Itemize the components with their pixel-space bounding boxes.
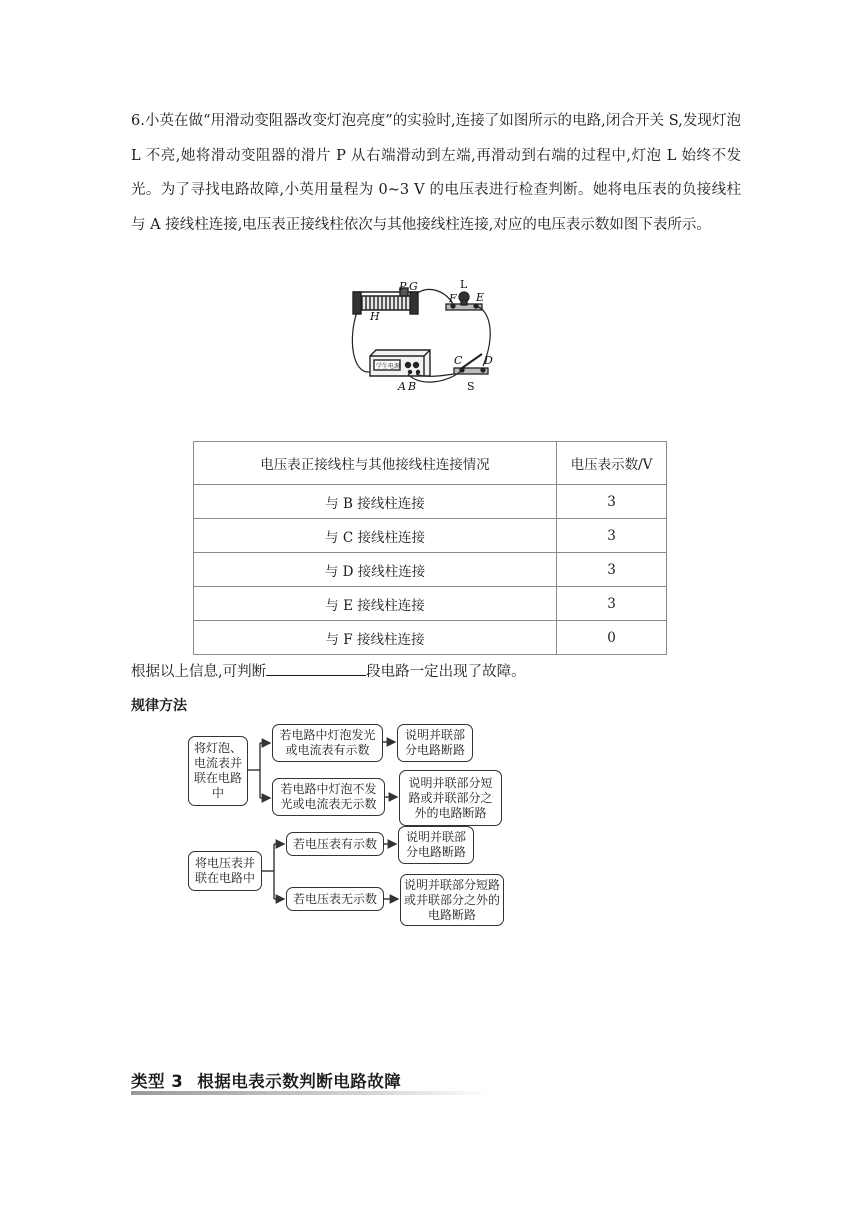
label-F: F <box>449 292 457 305</box>
table-row <box>194 519 667 553</box>
label-P: P <box>399 280 407 293</box>
table-row <box>194 587 667 621</box>
label-C: C <box>454 354 463 367</box>
table-cell-connection: 与 F 接线柱连接 <box>194 621 557 655</box>
table-header-connection: 电压表正接线柱与其他接线柱连接情况 <box>194 442 557 485</box>
table-cell-reading: 3 <box>557 553 667 587</box>
table-cell-connection: 与 B 接线柱连接 <box>194 485 557 519</box>
table-cell-reading: 3 <box>557 485 667 519</box>
table-row <box>194 553 667 587</box>
flow-cond-voltmeter-no-reading: 若电压表无示数 <box>286 887 384 911</box>
section-heading <box>131 1068 401 1092</box>
method-title: 规律方法 <box>131 698 187 714</box>
flow-root-lamp-ammeter: 将灯泡、电流表并联在电路中 <box>188 736 248 806</box>
flow-result-short-or-open-2: 说明并联部分短路或并联部分之外的电路断路 <box>400 874 504 926</box>
label-S: S <box>467 380 475 393</box>
table-cell-connection: 与 E 接线柱连接 <box>194 587 557 621</box>
flow-cond-lamp-unlit: 若电路中灯泡不发光或电流表无示数 <box>272 778 385 816</box>
table-header-reading: 电压表示数/V <box>557 442 667 485</box>
flow-result-open-parallel: 说明并联部分电路断路 <box>397 724 473 762</box>
flow-result-short-or-open: 说明并联部分短路或并联部分之外的电路断路 <box>399 770 502 826</box>
flow-root-voltmeter: 将电压表并联在电路中 <box>188 851 262 891</box>
circuit-figure <box>350 278 510 400</box>
table-cell-reading: 0 <box>557 621 667 655</box>
voltage-table <box>193 441 667 655</box>
table-cell-reading: 3 <box>557 587 667 621</box>
label-A: A <box>398 380 406 393</box>
section-number: 类型 3 <box>131 1072 184 1091</box>
section-underline <box>131 1091 491 1095</box>
table-cell-connection: 与 C 接线柱连接 <box>194 519 557 553</box>
power-supply-label: 学生电源 <box>376 363 401 370</box>
table-cell-reading: 3 <box>557 519 667 553</box>
table-row <box>194 621 667 655</box>
flow-cond-lamp-lit: 若电路中灯泡发光或电流表有示数 <box>272 724 383 762</box>
label-B: B <box>408 380 417 393</box>
table-header-row <box>194 442 667 485</box>
label-E: E <box>476 291 485 304</box>
question-text: 6.小英在做“用滑动变阻器改变灯泡亮度”的实验时,连接了如图所示的电路,闭合开关 S,发现灯泡 L 不亮,她将滑动变阻器的滑片 P 从右端滑动到左端,再滑动到右端的过程中,灯泡 L 始终不发光。为了寻找电路故障,小英用量程为 0~3 V 的电压表进行检查判断。她将电压表的负接线柱与 A 接线柱连接,电压表正接线柱依次与其他接线柱连接,对应的电压表示数如图下表所示。 <box>131 113 741 233</box>
label-H: H <box>370 310 380 323</box>
answer-blank[interactable] <box>266 660 366 676</box>
circuit-diagram <box>350 278 510 400</box>
conclusion-before: 根据以上信息,可判断 <box>131 664 267 680</box>
label-G: G <box>409 280 418 293</box>
method-flowchart <box>186 718 516 930</box>
flow-cond-voltmeter-reading: 若电压表有示数 <box>286 832 384 856</box>
label-L: L <box>460 278 468 291</box>
label-D: D <box>484 354 493 367</box>
conclusion-after: 段电路一定出现了故障。 <box>366 664 526 680</box>
table-cell-connection: 与 D 接线柱连接 <box>194 553 557 587</box>
table-row <box>194 485 667 519</box>
flow-result-open-parallel-2: 说明并联部分电路断路 <box>398 826 474 864</box>
conclusion-line <box>131 659 526 685</box>
section-title: 根据电表示数判断电路故障 <box>197 1072 402 1091</box>
